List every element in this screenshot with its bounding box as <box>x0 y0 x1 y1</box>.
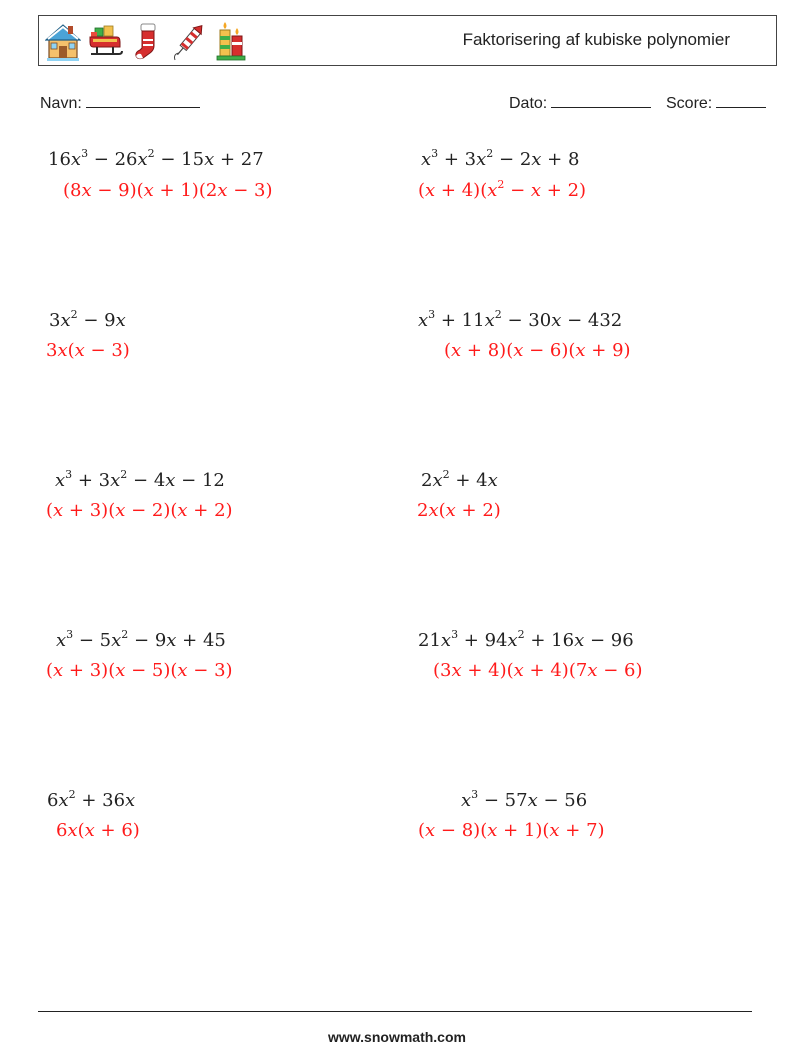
score-label: Score: <box>666 95 713 112</box>
problem-2-answer: $(x + 4)(x^2 - x + 2)$ <box>418 178 587 201</box>
date-label: Dato: <box>509 95 548 112</box>
sleigh-icon <box>87 20 123 62</box>
firework-rocket-icon <box>171 20 207 62</box>
score-field[interactable] <box>666 93 766 113</box>
problem-3-answer: 3x(x − 3) <box>46 340 130 361</box>
house-icon <box>45 20 81 62</box>
problem-3-question: $3x^2 - 9x$ <box>49 308 126 331</box>
header-icons <box>45 20 249 62</box>
score-blank[interactable] <box>716 93 766 108</box>
date-field[interactable] <box>509 93 651 113</box>
problem-2-question: $x^3 + 3x^2 - 2x + 8$ <box>421 147 580 170</box>
stocking-icon <box>129 20 165 62</box>
problem-4-answer: (x + 8)(x − 6)(x + 9) <box>444 340 631 361</box>
problem-7-question: $x^3 - 5x^2 - 9x + 45$ <box>56 628 226 651</box>
problem-8-answer: (3x + 4)(x + 4)(7x − 6) <box>433 660 643 681</box>
problem-4-question: $x^3 + 11x^2 - 30x - 432$ <box>418 308 623 331</box>
date-blank[interactable] <box>551 93 651 108</box>
worksheet-header <box>38 15 777 66</box>
name-label: Navn: <box>40 95 82 112</box>
footer-divider <box>38 1011 752 1012</box>
name-blank[interactable] <box>86 93 200 108</box>
footer-website[interactable]: www.snowmath.com <box>328 1029 466 1045</box>
problem-1-answer: (8x − 9)(x + 1)(2x − 3) <box>63 180 273 201</box>
candles-icon <box>213 20 249 62</box>
problem-9-answer: 6x(x + 6) <box>56 820 140 841</box>
problem-10-question: $x^3 - 57x - 56$ <box>461 788 588 811</box>
problem-1-question: $16x^3 - 26x^2 - 15x + 27$ <box>48 147 264 170</box>
problem-8-question: $21x^3 + 94x^2 + 16x - 96$ <box>418 628 634 651</box>
problem-10-answer: (x − 8)(x + 1)(x + 7) <box>418 820 605 841</box>
name-field[interactable] <box>40 93 200 113</box>
problem-5-answer: (x + 3)(x − 2)(x + 2) <box>46 500 233 521</box>
problem-6-answer: 2x(x + 2) <box>417 500 501 521</box>
problem-7-answer: (x + 3)(x − 5)(x − 3) <box>46 660 233 681</box>
problem-6-question: $2x^2 + 4x$ <box>421 468 498 491</box>
problem-5-question: $x^3 + 3x^2 - 4x - 12$ <box>55 468 225 491</box>
worksheet-title: Faktorisering af kubiske polynomier <box>462 30 730 49</box>
problem-9-question: $6x^2 + 36x$ <box>47 788 136 811</box>
